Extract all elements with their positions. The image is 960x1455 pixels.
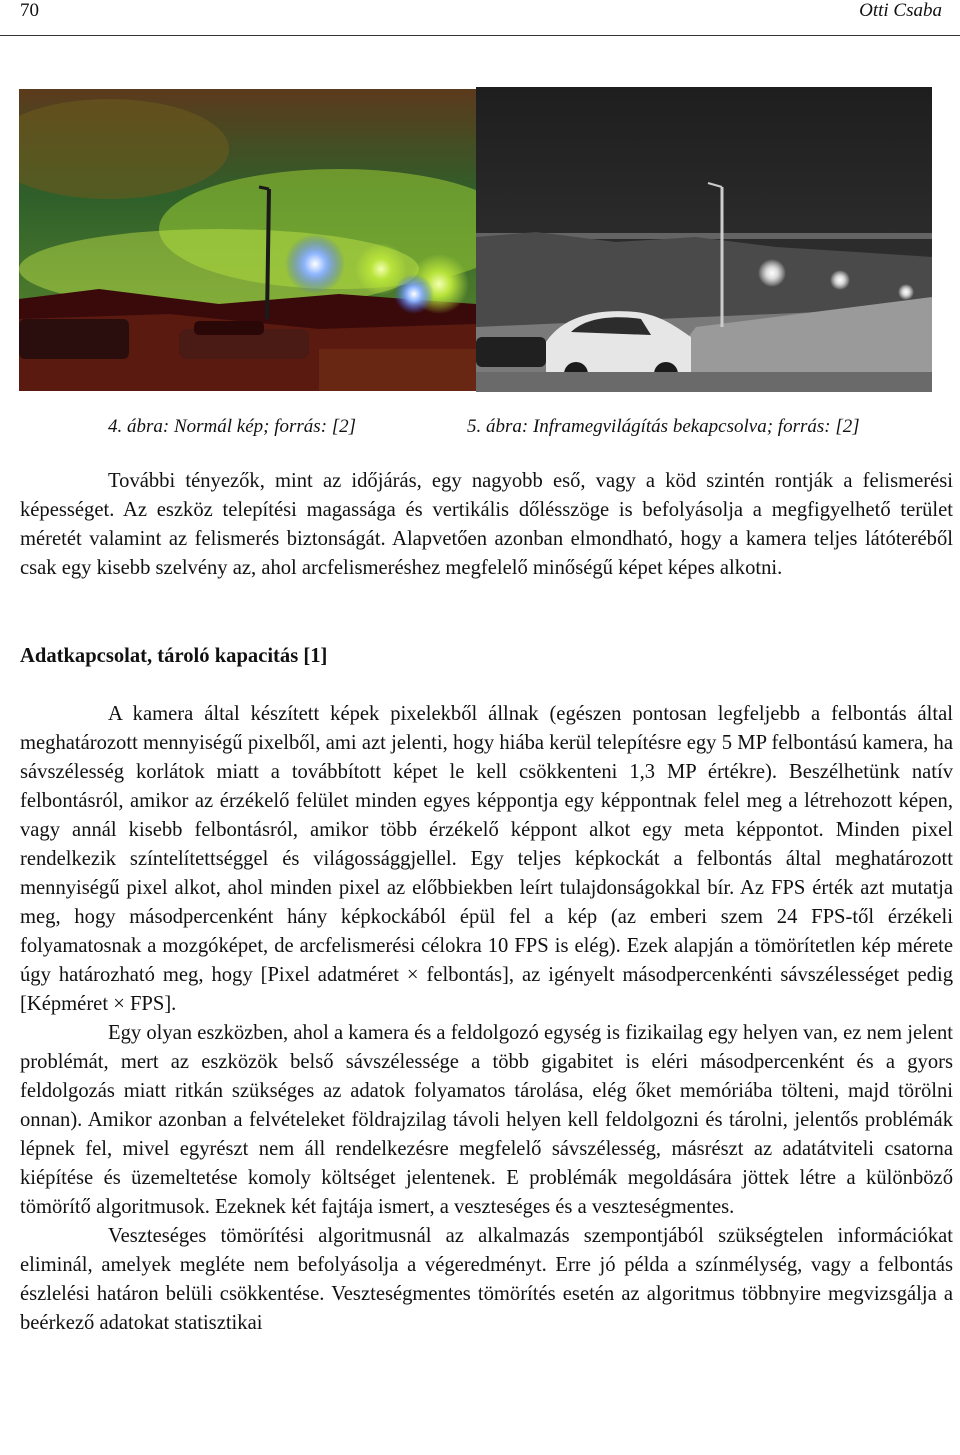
author-running-head: Otti Csaba bbox=[859, 0, 942, 21]
fig4-lamp-pole bbox=[267, 189, 269, 319]
section-heading: Adatkapcsolat, tároló kapacitás [1] bbox=[20, 645, 328, 667]
paragraph-3: Egy olyan eszközben, ahol a kamera és a feldolgozó egység is fizikailag egy helyen van, ez nem jelent problémát, mert az eszközök belső sávszélessége a több gigabitet is eléri másodpercenként és a gyors feldolgozás miatt ritkán szükséges az adatok folyamatos tárolása, elég őket memóriába tölteni, majd törölni onnan). Amikor azonban a felvételeket földrajzilag távoli helyen kell feldolgozni és tárolni, jelentős problémák lépnek fel, mivel egyrészt nem áll rendelkezésre megfelelő sávszélesség, másrészt az adatátviteli csatorna kiépítése és üzemeltetése komoly költséget jelentenek. E problémák megoldására jöttek létre a különböző tömörítő algoritmusok. Ezeknek két fajtája ismert, a veszteséges és a veszteségmentes. bbox=[20, 1022, 953, 1218]
fig4-street-light bbox=[285, 234, 345, 294]
fig4-car bbox=[19, 319, 129, 359]
paragraph-1: További tényezők, mint az időjárás, egy nagyobb eső, vagy a köd szintén rontják a felismerési képességet. Az eszköz telepítési magassága és vertikális dőlésszöge is befolyásolja a megfigyelhető terület méretét valamint az felismerés biztonságát. Alapvetően azonban elmondható, hogy a kamera teljes látóteréből csak egy kisebb szelvény az, ahol arcfelismeréshez megfelelő minőségű képet képes alkotni. bbox=[20, 470, 953, 579]
page-number: 70 bbox=[20, 0, 39, 21]
page-header bbox=[0, 0, 960, 36]
paragraph-2: A kamera által készített képek pixelekből állnak (egészen pontosan legfeljebb a felbontás által meghatározott mennyiségű pixelből, ami azt jelenti, hogy hiába kerül telepítésre egy 5 MP felbontású kamera, ha sávszélesség korlátok miatt a továbbított képet le kell csökkenteni 1,3 MP értékre). Beszélhetünk natív felbontásról, amikor az érzékelő felület minden egyes képpontja egy képpontnak felel meg a létrehozott képen, vagy annál kisebb felbontásról, amikor több érzékelő képpont alkot egy meta képpontot. Minden pixel rendelkezik színtelítettséggel és világossággjellel. Egy teljes képkockát a felbontás által meghatározott mennyiségű pixel alkot, ahol minden pixel az előbbiekben leírt tulajdonságokkal bír. Az FPS érték azt mutatja meg, hogy másodpercenként hány képkockából épül fel a kép (az emberi szem 24 FPS-től érzékeli folyamatosnak a mozgóképet, de arcfelismerési célokra 10 FPS is elég). Ezek alapján a tömörítetlen kép mérete úgy határozható meg, hogy [Pixel adatméret × felbontás], az igényelt másodpercenkénti sávszélességet pedig [Képméret × FPS]. bbox=[20, 703, 953, 1015]
body-text-block-2 bbox=[20, 700, 953, 1338]
figure-5-caption: 5. ábra: Inframegvilágítás bekapcsolva; forrás: [2] bbox=[467, 416, 860, 437]
figure-5-photo bbox=[476, 87, 932, 392]
figure-4-caption: 4. ábra: Normál kép; forrás: [2] bbox=[108, 416, 357, 437]
fig5-street-light bbox=[758, 259, 786, 287]
figure-5-infrared-image bbox=[476, 87, 932, 392]
figure-4-normal-image bbox=[19, 89, 476, 391]
body-text-block-1 bbox=[20, 467, 953, 583]
paragraph-4: Veszteséges tömörítési algoritmusnál az alkalmazás szempontjából szükségtelen információkat eliminál, amelyek megléte nem befolyásolja a végeredményt. Erre jó példa a színmélység, vagy a felbontás észlelési határon belüli csökkentése. Veszteségmentes tömörítés esetén az algoritmus többnyire megvizsgálja a beérkező adatokat statisztikai bbox=[20, 1225, 953, 1334]
figure-4-photo bbox=[19, 89, 476, 391]
